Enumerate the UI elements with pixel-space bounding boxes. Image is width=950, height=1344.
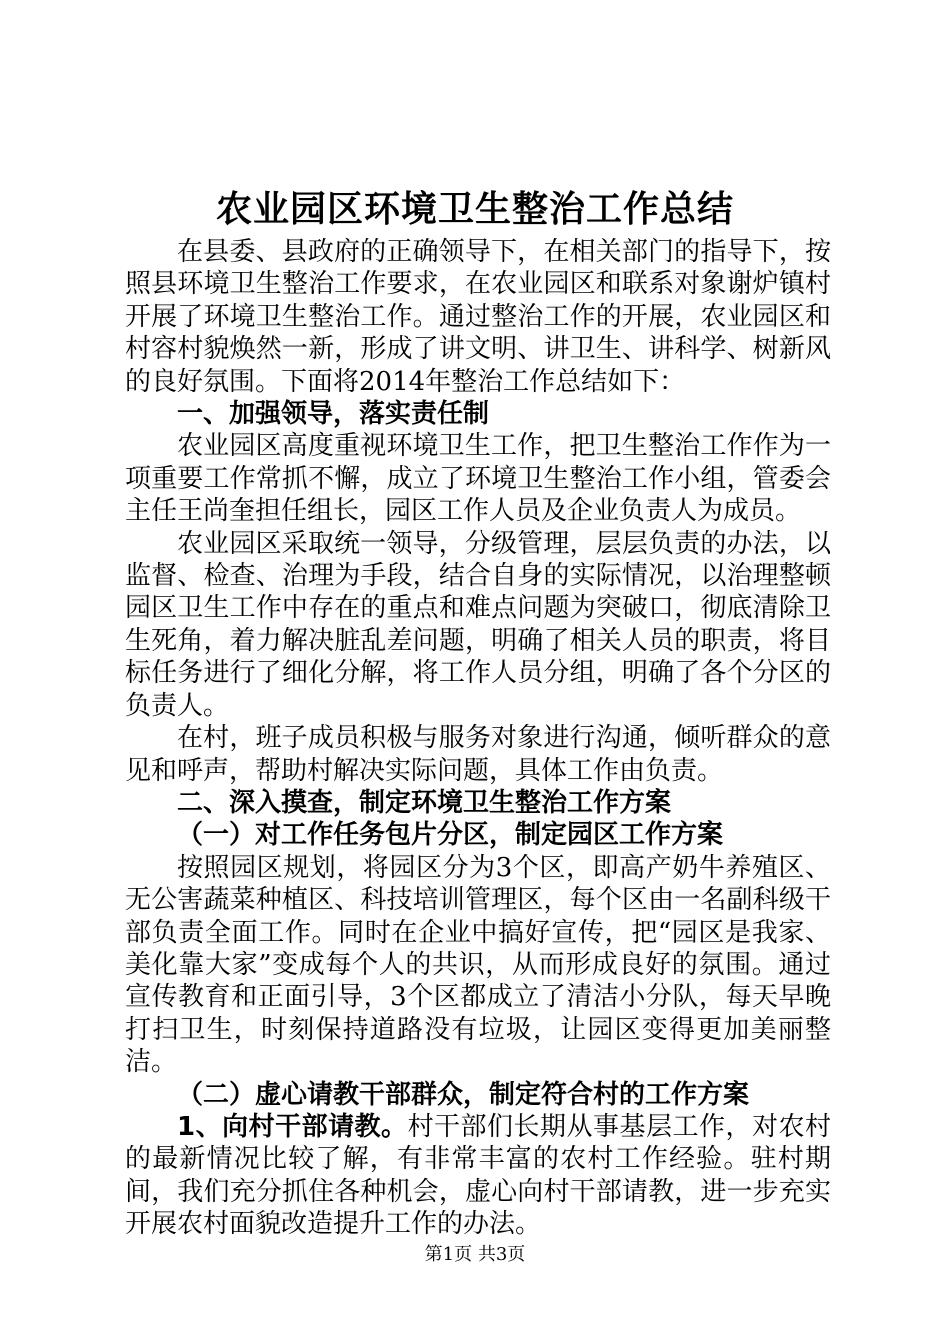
body-paragraph: 在村，班子成员积极与服务对象进行沟通，倾听群众的意见和呼声，帮助村解决实际问题，具体工作由负责。: [125, 723, 831, 786]
paragraph-lead: 1、向村干部请教。: [177, 1111, 408, 1142]
document-title: 农业园区环境卫生整治工作总结: [215, 188, 734, 230]
subsection-heading-1: （一）对工作任务包片分区，制定园区工作方案: [177, 820, 724, 851]
page-footer: 第1页 共3页: [424, 1244, 526, 1265]
section-heading-1: 一、加强领导，落实责任制: [177, 399, 490, 430]
document-body: [125, 236, 831, 1241]
body-paragraph-with-lead: [125, 1111, 831, 1241]
subsection-heading-2: （二）虚心请教干部群众，制定符合村的工作方案: [177, 1079, 750, 1110]
paragraph-rest: 村干部们长期从事基层工作，对农村的最新情况比较了解，有非常丰富的农村工作经验。驻村期间，我们充分抓住各种机会，虚心向村干部请教，进一步充实开展农村面貌改造提升工作的办法。: [125, 1111, 831, 1240]
intro-paragraph: 在县委、县政府的正确领导下，在相关部门的指导下，按照县环境卫生整治工作要求，在农业园区和联系对象谢炉镇村开展了环境卫生整治工作。通过整治工作的开展，农业园区和村容村貌焕然一新，形成了讲文明、讲卫生、讲科学、树新风的良好氛围。下面将2014年整治工作总结如下：: [125, 237, 831, 397]
body-paragraph: 农业园区采取统一领导，分级管理，层层负责的办法，以监督、检查、治理为手段，结合自身的实际情况，以治理整顿园区卫生工作中存在的重点和难点问题为突破口，彻底清除卫生死角，着力解决脏乱差问题，明确了相关人员的职责，将目标任务进行了细化分解，将工作人员分组，明确了各个分区的负责人。: [125, 528, 831, 721]
section-heading-2: 二、深入摸查，制定环境卫生整治工作方案: [177, 787, 672, 818]
body-paragraph: 农业园区高度重视环境卫生工作，把卫生整治工作作为一项重要工作常抓不懈，成立了环境卫生整治工作小组，管委会主任王尚奎担任组长，园区工作人员及企业负责人为成员。: [125, 431, 831, 527]
body-paragraph: 按照园区规划，将园区分为3个区，即高产奶牛养殖区、无公害蔬菜种植区、科技培训管理区，每个区由一名副科级干部负责全面工作。同时在企业中搞好宣传，把“园区是我家、美化靠大家”变成每个人的共识，从而形成良好的氛围。通过宣传教育和正面引导，3个区都成立了清洁小分队，每天早晚打扫卫生，时刻保持道路没有垃圾，让园区变得更加美丽整洁。: [125, 852, 831, 1078]
